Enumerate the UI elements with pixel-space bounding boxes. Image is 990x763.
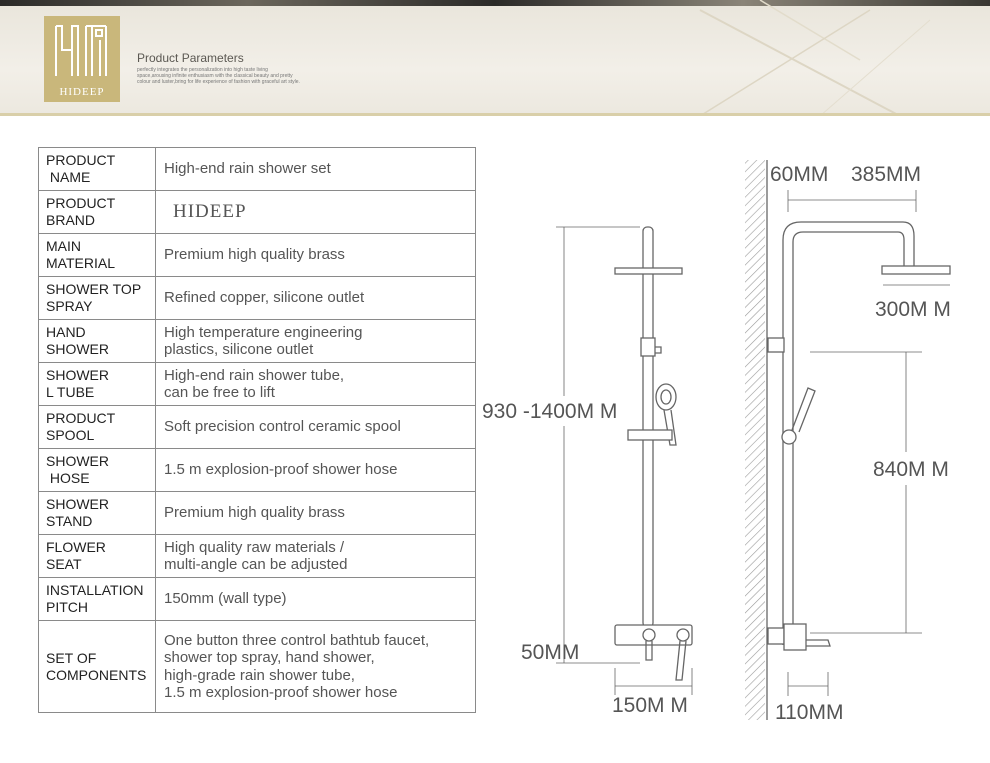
spec-key: MAIN MATERIAL <box>39 234 156 277</box>
spec-key: PRODUCT SPOOL <box>39 406 156 449</box>
spec-value: Refined copper, silicone outlet <box>156 277 476 320</box>
side-height-label: 840M M <box>873 458 949 481</box>
front-width-label: 150M M <box>612 694 688 717</box>
spec-value: HIDEEP <box>156 191 476 234</box>
spec-key: INSTALLATION PITCH <box>39 578 156 621</box>
spec-key: PRODUCT BRAND <box>39 191 156 234</box>
spec-key: SHOWER L TUBE <box>39 363 156 406</box>
spec-key: FLOWER SEAT <box>39 535 156 578</box>
spec-key: HAND SHOWER <box>39 320 156 363</box>
spec-key: SHOWER HOSE <box>39 449 156 492</box>
spec-key: SHOWER STAND <box>39 492 156 535</box>
spec-value: Premium high quality brass <box>156 234 476 277</box>
spec-value: High-end rain shower set <box>156 148 476 191</box>
spec-value: High temperature engineering plastics, silicone outlet <box>156 320 476 363</box>
front-height-label: 930 -1400M M <box>482 400 618 423</box>
side-width-label: 110MM <box>775 701 844 724</box>
spec-value: Soft precision control ceramic spool <box>156 406 476 449</box>
spec-key: SET OF COMPONENTS <box>39 621 156 713</box>
side-wall-label: 60MM <box>770 163 829 186</box>
section-description: perfectly integrates the personalization into high taste living space,arousing infinite enthusiasm with the classical beauty and pretty colour and luster,bring for life experience of fashion with graceful art style. <box>137 67 300 85</box>
side-view-drawing <box>745 160 950 720</box>
spec-value: One button three control bathtub faucet, shower top spray, hand shower, high-grade rain shower tube, 1.5 m explosion-proof shower hose <box>156 621 476 713</box>
spec-key: PRODUCT NAME <box>39 148 156 191</box>
section-title: Product Parameters <box>137 51 244 65</box>
side-arm-label: 385MM <box>851 163 922 186</box>
spec-key: SHOWER TOP SPRAY <box>39 277 156 320</box>
spec-value: High-end rain shower tube, can be free to lift <box>156 363 476 406</box>
front-view-drawing <box>556 227 692 695</box>
spec-value: 1.5 m explosion-proof shower hose <box>156 449 476 492</box>
spec-value: High quality raw materials / multi-angle can be adjusted <box>156 535 476 578</box>
front-bottom-label: 50MM <box>521 641 580 664</box>
side-head-label: 300M M <box>875 298 951 321</box>
logo-text: HIDEEP <box>59 86 105 98</box>
spec-value: 150mm (wall type) <box>156 578 476 621</box>
spec-value: Premium high quality brass <box>156 492 476 535</box>
